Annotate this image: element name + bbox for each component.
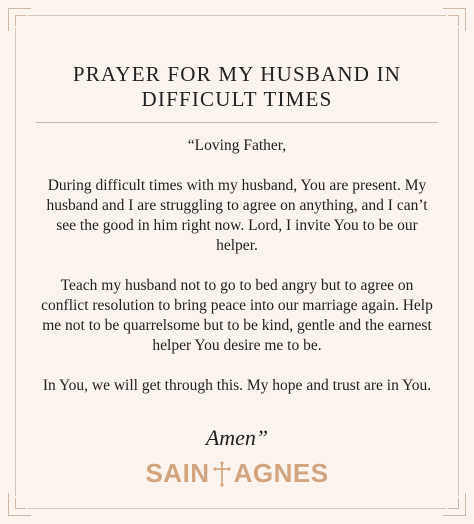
prayer-paragraph-1: During difficult times with my husband, You are present. My husband and I are struggling to agree on anything, and I can’t see the good in him right now. Lord, I invite You to be our helper. xyxy=(46,177,428,254)
prayer-paragraph-2: Teach my husband not to go to bed angry but to agree on conflict resolution to bring peace into our marriage again. Help me not to be quarrelsome but to be kind, gentle and the earnest helper You desire me to be. xyxy=(41,277,433,354)
logo-text-left: SAIN xyxy=(145,458,210,488)
cross-icon xyxy=(213,461,231,487)
frame-bottom-line xyxy=(28,508,446,509)
prayer-body xyxy=(40,136,434,416)
prayer-paragraph-3: In You, we will get through this. My hope and trust are in You. xyxy=(42,377,432,394)
logo-text-right: AGNES xyxy=(233,458,329,488)
frame-top-line xyxy=(28,15,446,16)
prayer-title: PRAYER FOR MY HUSBAND IN DIFFICULT TIMES xyxy=(72,62,402,111)
corner-ornament-top-left xyxy=(8,8,31,31)
saint-agnes-logo xyxy=(0,458,474,489)
corner-ornament-top-right xyxy=(443,8,466,31)
title-divider xyxy=(36,122,438,123)
prayer-greeting: “Loving Father, xyxy=(187,137,287,154)
corner-ornament-bottom-left xyxy=(8,493,31,516)
corner-ornament-bottom-right xyxy=(443,493,466,516)
prayer-closing: Amen” xyxy=(205,425,269,450)
